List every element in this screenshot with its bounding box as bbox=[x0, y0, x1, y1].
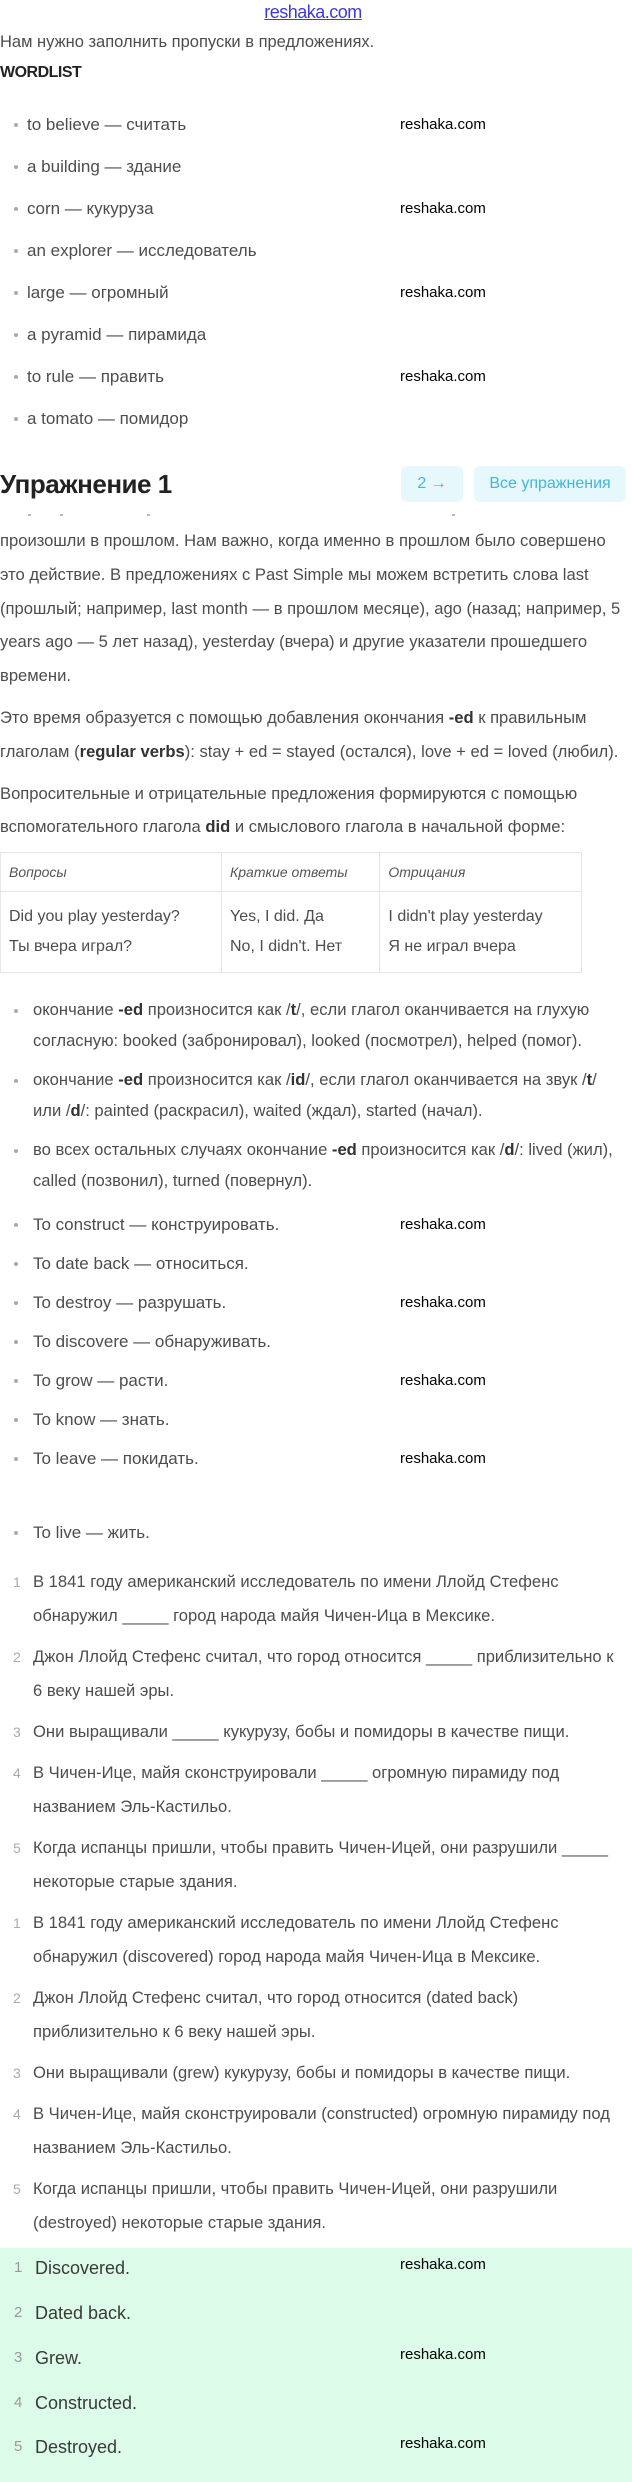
watermark: reshaka.com bbox=[400, 2345, 486, 2363]
list-item-text: To grow — расти. bbox=[33, 1371, 169, 1391]
watermark: reshaka.com bbox=[400, 200, 486, 217]
bullet-icon bbox=[14, 375, 18, 379]
watermark: reshaka.com bbox=[400, 1450, 486, 1468]
text-segment: /, если глагол оканчивается на глухую согласную: booked (забронировал), looked (посмотрел), helped (помог). bbox=[33, 1000, 590, 1050]
site-logo-link[interactable]: reshaka.com bbox=[264, 2, 362, 22]
bullet-icon bbox=[14, 207, 18, 211]
list-item bbox=[0, 366, 626, 408]
bold-text: did bbox=[205, 817, 231, 837]
list-item-text: corn — кукуруза bbox=[27, 199, 154, 218]
filled-item: 2 Джон Ллойд Стефенс считал, что город относится (dated back) приблизительно к 6 веку нашей эры. bbox=[13, 1988, 519, 2042]
exercise-title: Упражнение 1 bbox=[0, 468, 172, 499]
task-item: 2 Джон Ллойд Стефенс считал, что город относится _____ приблизительно к 6 веку нашей эры. bbox=[13, 1647, 614, 1701]
table-header: Отрицания bbox=[380, 853, 582, 892]
bullet-icon bbox=[14, 1262, 18, 1266]
text-segment: / или / bbox=[33, 1070, 597, 1120]
list-item bbox=[0, 1253, 626, 1292]
bold-text: d bbox=[504, 1140, 515, 1160]
theory-paragraph bbox=[0, 524, 626, 693]
text-segment: во всех остальных случаях окончание bbox=[33, 1140, 332, 1160]
list-item-text: To live — жить. bbox=[33, 1523, 150, 1543]
answer-item: 1 Discovered. reshaka.com bbox=[14, 2256, 486, 2279]
text-segment: произносится как / bbox=[356, 1140, 505, 1160]
text-segment: произошли в прошлом. Нам важно, когда именно в прошлом было совершено это действие. В предложениях с Past Simple мы можем встретить слова last (прошлый; например, last month — в прошлом месяце), ago (назад; например, 5 years ago — 5 лет назад), yesterday (вчера) и другие указатели прошедшего времени. bbox=[0, 531, 621, 686]
bold-text: -ed bbox=[331, 1140, 357, 1160]
filled-item: 3 Они выращивали (grew) кукурузу, бобы и помидоры в качестве пищи. bbox=[13, 2063, 571, 2083]
text-segment: и смыслового глагола в начальной форме: bbox=[230, 817, 566, 837]
bullet-icon bbox=[14, 1340, 18, 1344]
list-item bbox=[0, 240, 626, 282]
theory-paragraph bbox=[0, 777, 626, 845]
bullet-icon bbox=[14, 1418, 18, 1422]
bold-text: id bbox=[290, 1070, 306, 1090]
bullet-icon bbox=[14, 1223, 18, 1227]
pronunciation-list bbox=[0, 995, 626, 1196]
text-segment: к правильным глаголам ( bbox=[0, 707, 587, 761]
list-item bbox=[0, 282, 626, 324]
text-segment: Вопросительные и отрицательные предложения формируются с помощью вспомогательного глагола bbox=[0, 783, 578, 837]
text-segment: окончание bbox=[33, 1070, 119, 1090]
filled-sentences bbox=[0, 1906, 626, 2240]
bold-text: d bbox=[70, 1100, 81, 1120]
table-header: Вопросы bbox=[1, 853, 222, 892]
filled-item: 4 В Чичен-Ице, майя сконструировали (constructed) огромную пирамиду под названием Эль-Кастильо. bbox=[13, 2104, 610, 2158]
list-item bbox=[0, 1370, 626, 1409]
text-segment: /: lived (жил), called (позвонил), turned (повернул). bbox=[33, 1140, 613, 1190]
all-exercises-button[interactable]: Все упражнения bbox=[474, 466, 626, 502]
watermark: reshaka.com bbox=[400, 116, 486, 133]
list-item-text: to rule — править bbox=[27, 367, 164, 386]
list-item-text bbox=[33, 1070, 597, 1120]
watermark: reshaka.com bbox=[400, 368, 486, 385]
list-item bbox=[0, 1409, 626, 1448]
list-item-text: a tomato — помидор bbox=[27, 409, 189, 428]
text-segment: /: painted (раскрасил), waited (ждал), started (начал). bbox=[80, 1100, 483, 1120]
verb-list bbox=[0, 1214, 626, 1561]
bullet-icon bbox=[14, 123, 18, 127]
list-item-text: large — огромный bbox=[27, 283, 169, 302]
list-item-text: To leave — покидать. bbox=[33, 1449, 199, 1469]
intro-text: Нам нужно заполнить пропуски в предложениях. bbox=[0, 33, 375, 51]
watermark: reshaka.com bbox=[400, 2435, 486, 2453]
watermark: reshaka.com bbox=[400, 1294, 486, 1312]
task-item: 3 Они выращивали _____ кукурузу, бобы и помидоры в качестве пищи. bbox=[13, 1722, 570, 1742]
bullet-icon bbox=[14, 1531, 18, 1535]
next-exercise-button[interactable]: 2 → bbox=[401, 466, 463, 502]
bullet-icon bbox=[14, 1301, 18, 1305]
list-item bbox=[0, 198, 626, 240]
text-segment: произносится как / bbox=[143, 1000, 291, 1020]
table-cell: Yes, I did. Да No, I didn't. Нет bbox=[222, 892, 380, 973]
list-item-text: a building — здание bbox=[27, 157, 182, 176]
list-item-text: To construct — конструировать. bbox=[33, 1215, 280, 1235]
bullet-icon bbox=[14, 333, 18, 337]
list-item-text: to believe — считать bbox=[27, 115, 187, 134]
text-segment: ): stay + ed = stayed (остался), love + ed = loved (любил). bbox=[184, 741, 619, 761]
table-cell: Did you play yesterday? Ты вчера играл? bbox=[1, 892, 222, 973]
bold-text: -ed bbox=[448, 707, 474, 727]
bullet-icon bbox=[14, 165, 18, 169]
list-item-text: a pyramid — пирамида bbox=[27, 325, 207, 344]
bullet-icon bbox=[14, 1457, 18, 1461]
list-item bbox=[0, 995, 626, 1056]
table-header: Краткие ответы bbox=[222, 853, 380, 892]
table-row bbox=[1, 892, 582, 973]
list-item bbox=[0, 1135, 626, 1196]
watermark: reshaka.com bbox=[400, 284, 486, 301]
bold-text: -ed bbox=[118, 1000, 144, 1020]
list-item-text: To destroy — разрушать. bbox=[33, 1293, 227, 1313]
bullet-icon bbox=[14, 1079, 18, 1083]
answers-panel bbox=[0, 2248, 632, 2482]
list-item-text: To know — знать. bbox=[33, 1410, 170, 1430]
bullet-icon bbox=[14, 417, 18, 421]
theory-paragraph bbox=[0, 701, 626, 769]
list-item bbox=[0, 156, 626, 198]
filled-item: 5 Когда испанцы пришли, чтобы править Чичен-Ицей, они разрушили (destroyed) некоторые старые здания. bbox=[13, 2179, 558, 2233]
bullet-icon bbox=[14, 291, 18, 295]
list-item-text: To discovere — обнаруживать. bbox=[33, 1332, 272, 1352]
list-item bbox=[0, 114, 626, 156]
list-item bbox=[0, 1065, 626, 1126]
table-cell: I didn't play yesterday Я не играл вчера bbox=[380, 892, 582, 973]
task-item: 5 Когда испанцы пришли, чтобы править Чичен-Ицей, они разрушили _____ некоторые старые здания. bbox=[13, 1838, 609, 1892]
answer-item: 2 Dated back. bbox=[14, 2302, 132, 2323]
answer-item: 3 Grew. reshaka.com bbox=[14, 2345, 486, 2368]
bold-text: t bbox=[290, 1000, 297, 1020]
list-item bbox=[0, 1448, 626, 1487]
bullet-icon bbox=[14, 1379, 18, 1383]
wordlist bbox=[0, 114, 626, 450]
grammar-table bbox=[0, 852, 582, 973]
task-item: 1 В 1841 году американский исследователь по имени Ллойд Стефенс обнаружил _____ город народа майя Чичен-Ица в Мексике. bbox=[13, 1572, 559, 1626]
text-segment: /, если глагол оканчивается на звук / bbox=[305, 1070, 587, 1090]
table-header-row bbox=[1, 853, 582, 892]
wordlist-label: WORDLIST bbox=[0, 64, 82, 81]
answers-list bbox=[0, 2254, 632, 2478]
list-item bbox=[0, 408, 626, 450]
text-segment: Это время образуется с помощью добавления окончания bbox=[0, 707, 449, 727]
watermark: reshaka.com bbox=[400, 2256, 486, 2274]
list-item-text bbox=[33, 1000, 589, 1050]
text-segment: произносится как / bbox=[143, 1070, 291, 1090]
exercise-header bbox=[0, 464, 626, 504]
answer-item: 5 Destroyed. reshaka.com bbox=[14, 2435, 486, 2458]
bold-text: -ed bbox=[118, 1070, 144, 1090]
bullet-icon bbox=[14, 1009, 18, 1013]
list-item-text: an explorer — исследователь bbox=[27, 241, 257, 260]
bold-text: t bbox=[586, 1070, 593, 1090]
answer-item: 4 Constructed. bbox=[14, 2392, 138, 2413]
list-item-text: To date back — относиться. bbox=[33, 1254, 249, 1274]
text-segment: окончание bbox=[33, 1000, 119, 1020]
filled-item: 1 В 1841 году американский исследователь по имени Ллойд Стефенс обнаружил (discovered) город народа майя Чичен-Ица в Мексике. bbox=[13, 1913, 559, 1967]
bold-text: regular verbs bbox=[79, 741, 185, 761]
bullet-icon bbox=[14, 1149, 18, 1153]
task-sentences bbox=[0, 1565, 626, 1899]
task-item: 4 В Чичен-Ице, майя сконструировали _____ огромную пирамиду под названием Эль-Кастильо. bbox=[13, 1763, 560, 1817]
bullet-icon bbox=[14, 249, 18, 253]
list-item bbox=[0, 1331, 626, 1370]
list-item bbox=[0, 1292, 626, 1331]
list-item bbox=[0, 324, 626, 366]
list-item bbox=[0, 1522, 626, 1561]
list-item-text bbox=[33, 1140, 613, 1190]
watermark: reshaka.com bbox=[400, 1216, 486, 1234]
watermark: reshaka.com bbox=[400, 1372, 486, 1390]
cut-off-text-line bbox=[0, 510, 626, 524]
list-item bbox=[0, 1214, 626, 1253]
